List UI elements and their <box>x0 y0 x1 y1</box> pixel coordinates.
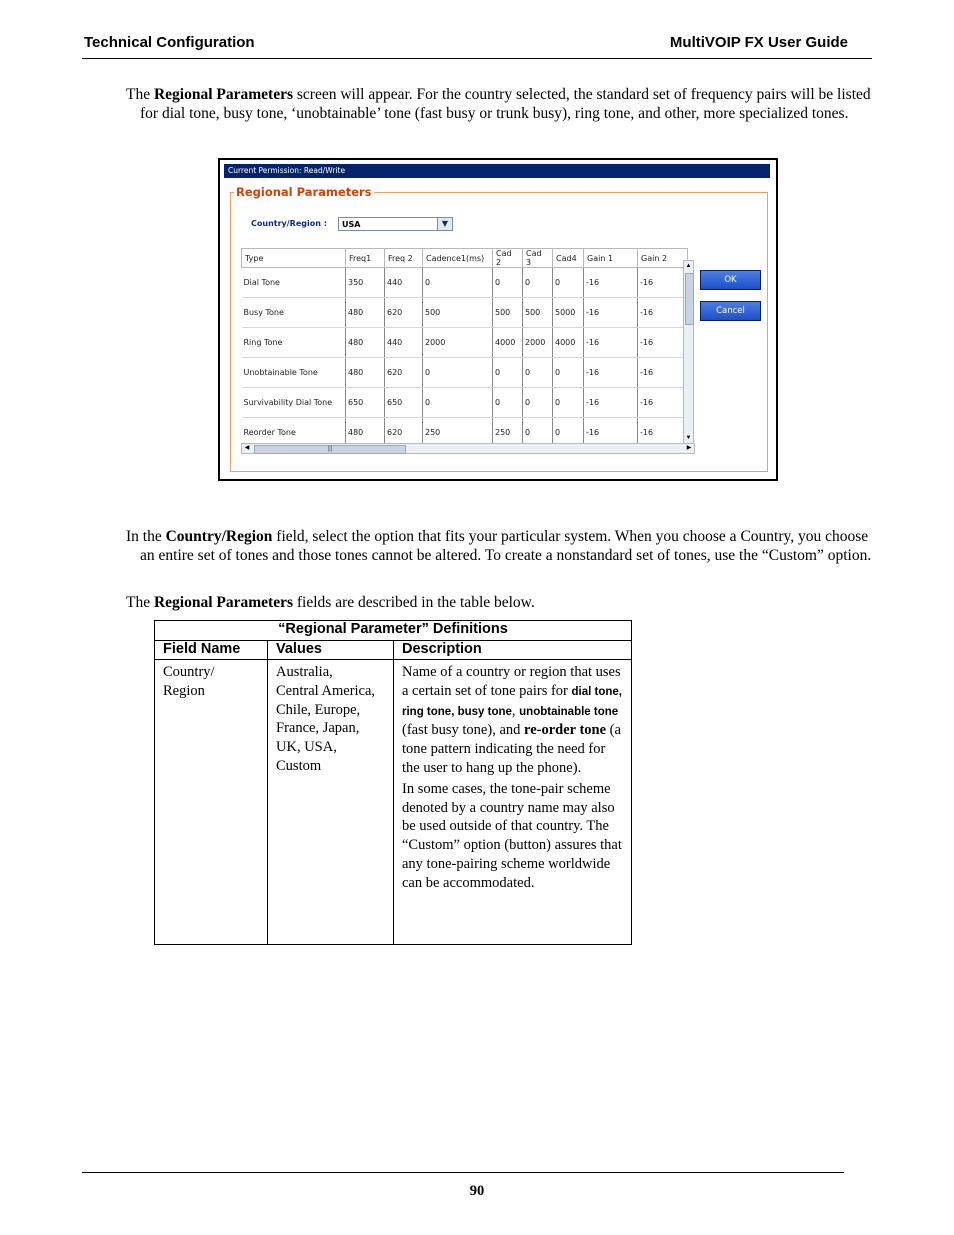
table-row <box>155 660 632 945</box>
description-cell <box>394 660 632 945</box>
permission-bar: Current Permission: Read/Write <box>224 164 770 178</box>
chevron-down-icon[interactable]: ▼ <box>437 218 452 230</box>
ok-button[interactable]: OK <box>700 270 761 290</box>
table-cell[interactable]: 0 <box>523 418 553 448</box>
table-cell[interactable]: 0 <box>493 388 523 418</box>
panel-title: Regional Parameters <box>236 185 372 199</box>
country-region-label: Country/Region : <box>251 219 327 228</box>
table-cell[interactable]: 0 <box>493 358 523 388</box>
table-intro-paragraph: The Regional Parameters fields are described in the table below. <box>126 594 535 611</box>
table-cell[interactable]: Busy Tone <box>242 298 346 328</box>
table-cell[interactable]: 440 <box>385 268 423 298</box>
column-header[interactable]: Cad 3 <box>523 249 553 268</box>
table-cell[interactable]: Reorder Tone <box>242 418 346 448</box>
table-cell[interactable]: 0 <box>423 358 493 388</box>
table-row[interactable] <box>242 298 688 328</box>
table-cell[interactable]: -16 <box>584 418 638 448</box>
table-row[interactable] <box>242 358 688 388</box>
scroll-up-icon[interactable]: ▲ <box>685 263 692 269</box>
table-cell[interactable]: -16 <box>638 388 688 418</box>
table-cell[interactable]: 0 <box>553 388 584 418</box>
horizontal-scrollbar[interactable] <box>241 443 695 454</box>
description-paragraph: Name of a country or region that uses a certain set of tone pairs for dial tone, ring tone, busy tone, unobtainable tone (fast busy tone), and re-order tone (a tone pattern indicating the need for the user to hang up the phone). <box>402 664 622 776</box>
tone-table-header <box>242 249 688 268</box>
column-header[interactable]: Freq1 <box>346 249 385 268</box>
table-cell[interactable]: 2000 <box>423 328 493 358</box>
table-cell[interactable]: 4000 <box>553 328 584 358</box>
intro-paragraph: The Regional Parameters screen will appear. For the country selected, the standard set of frequency pairs will be listed for dial tone, busy tone, ‘unobtainable’ tone (fast busy or trunk busy), ring tone, and other, more specialized tones. <box>126 86 871 122</box>
table-cell[interactable]: 250 <box>423 418 493 448</box>
table-cell[interactable]: 620 <box>385 418 423 448</box>
scroll-down-icon[interactable]: ▼ <box>685 435 692 441</box>
scrollbar-thumb[interactable]: ||| <box>254 445 406 454</box>
table-cell[interactable]: Unobtainable Tone <box>242 358 346 388</box>
column-header[interactable]: Cad4 <box>553 249 584 268</box>
scroll-left-icon[interactable]: ◀ <box>244 445 250 451</box>
column-header-description: Description <box>394 641 632 660</box>
table-cell[interactable]: Dial Tone <box>242 268 346 298</box>
country-region-select[interactable] <box>338 217 453 231</box>
table-cell[interactable]: 440 <box>385 328 423 358</box>
footer-rule <box>82 1172 844 1173</box>
scroll-right-icon[interactable]: ▶ <box>686 445 692 451</box>
table-cell[interactable]: 5000 <box>553 298 584 328</box>
table-cell[interactable]: 350 <box>346 268 385 298</box>
column-header[interactable]: Type <box>242 249 346 268</box>
table-cell[interactable]: 4000 <box>493 328 523 358</box>
table-cell[interactable]: 500 <box>523 298 553 328</box>
table-cell[interactable]: 500 <box>493 298 523 328</box>
definitions-table-title: “Regional Parameter” Definitions <box>155 621 632 641</box>
regional-parameters-screenshot <box>218 158 778 481</box>
table-cell[interactable]: 0 <box>553 358 584 388</box>
table-cell[interactable]: 0 <box>523 268 553 298</box>
table-cell[interactable]: -16 <box>638 298 688 328</box>
table-row[interactable] <box>242 328 688 358</box>
description-paragraph-2: In some cases, the tone-pair scheme denoted by a country name may also be used outside of that country. The “Custom” option (button) assures that any tone-pairing scheme worldwide can be accommodated. <box>402 780 622 891</box>
table-row[interactable] <box>242 268 688 298</box>
header-rule <box>82 58 872 59</box>
table-cell[interactable]: -16 <box>584 298 638 328</box>
table-cell[interactable]: 500 <box>423 298 493 328</box>
page-number: 90 <box>469 1183 485 1199</box>
column-header[interactable]: Cadence1(ms) <box>423 249 493 268</box>
scrollbar-thumb[interactable] <box>685 273 694 325</box>
table-cell[interactable]: 0 <box>523 388 553 418</box>
table-cell[interactable]: 480 <box>346 358 385 388</box>
country-region-paragraph: In the Country/Region field, select the option that fits your particular system. When you choose a Country, you choose an entire set of tones and those tones cannot be altered. To create a nonstandard set of tones, use the “Custom” option. <box>126 528 872 564</box>
table-cell[interactable]: -16 <box>584 388 638 418</box>
table-cell[interactable]: 480 <box>346 298 385 328</box>
table-cell[interactable]: 0 <box>523 358 553 388</box>
table-row[interactable] <box>242 388 688 418</box>
tone-table <box>241 248 688 448</box>
table-cell[interactable]: 650 <box>346 388 385 418</box>
running-header-left: Technical Configuration <box>84 34 255 51</box>
column-header[interactable]: Gain 1 <box>584 249 638 268</box>
table-cell[interactable]: 0 <box>553 418 584 448</box>
field-name-cell: Country/ Region <box>155 660 268 945</box>
column-header[interactable]: Freq 2 <box>385 249 423 268</box>
table-cell[interactable]: 620 <box>385 358 423 388</box>
country-region-value: USA <box>342 220 361 229</box>
values-cell: Australia, Central America, Chile, Europe, France, Japan, UK, USA, Custom <box>268 660 394 945</box>
table-cell[interactable]: -16 <box>584 328 638 358</box>
table-cell[interactable]: -16 <box>584 358 638 388</box>
column-header[interactable]: Cad 2 <box>493 249 523 268</box>
column-header[interactable]: Gain 2 <box>638 249 688 268</box>
table-cell[interactable]: 0 <box>423 268 493 298</box>
table-cell[interactable]: 0 <box>423 388 493 418</box>
definitions-table <box>154 620 632 945</box>
table-cell[interactable]: -16 <box>638 268 688 298</box>
table-cell[interactable]: Survivability Dial Tone <box>242 388 346 418</box>
vertical-scrollbar[interactable] <box>683 260 694 444</box>
table-cell[interactable]: 0 <box>493 268 523 298</box>
table-cell[interactable]: -16 <box>638 358 688 388</box>
table-cell[interactable]: 0 <box>553 268 584 298</box>
table-cell[interactable]: 2000 <box>523 328 553 358</box>
table-cell[interactable]: -16 <box>638 328 688 358</box>
table-cell[interactable]: 480 <box>346 328 385 358</box>
column-header-values: Values <box>268 641 394 660</box>
cancel-button[interactable]: Cancel <box>700 301 761 321</box>
table-cell[interactable]: 650 <box>385 388 423 418</box>
table-cell[interactable]: Ring Tone <box>242 328 346 358</box>
table-cell[interactable]: 620 <box>385 298 423 328</box>
table-cell[interactable]: 250 <box>493 418 523 448</box>
running-header-right: MultiVOIP FX User Guide <box>669 34 848 51</box>
table-cell[interactable]: 480 <box>346 418 385 448</box>
column-header-field-name: Field Name <box>155 641 268 660</box>
table-cell[interactable]: -16 <box>584 268 638 298</box>
table-cell[interactable]: -16 <box>638 418 688 448</box>
